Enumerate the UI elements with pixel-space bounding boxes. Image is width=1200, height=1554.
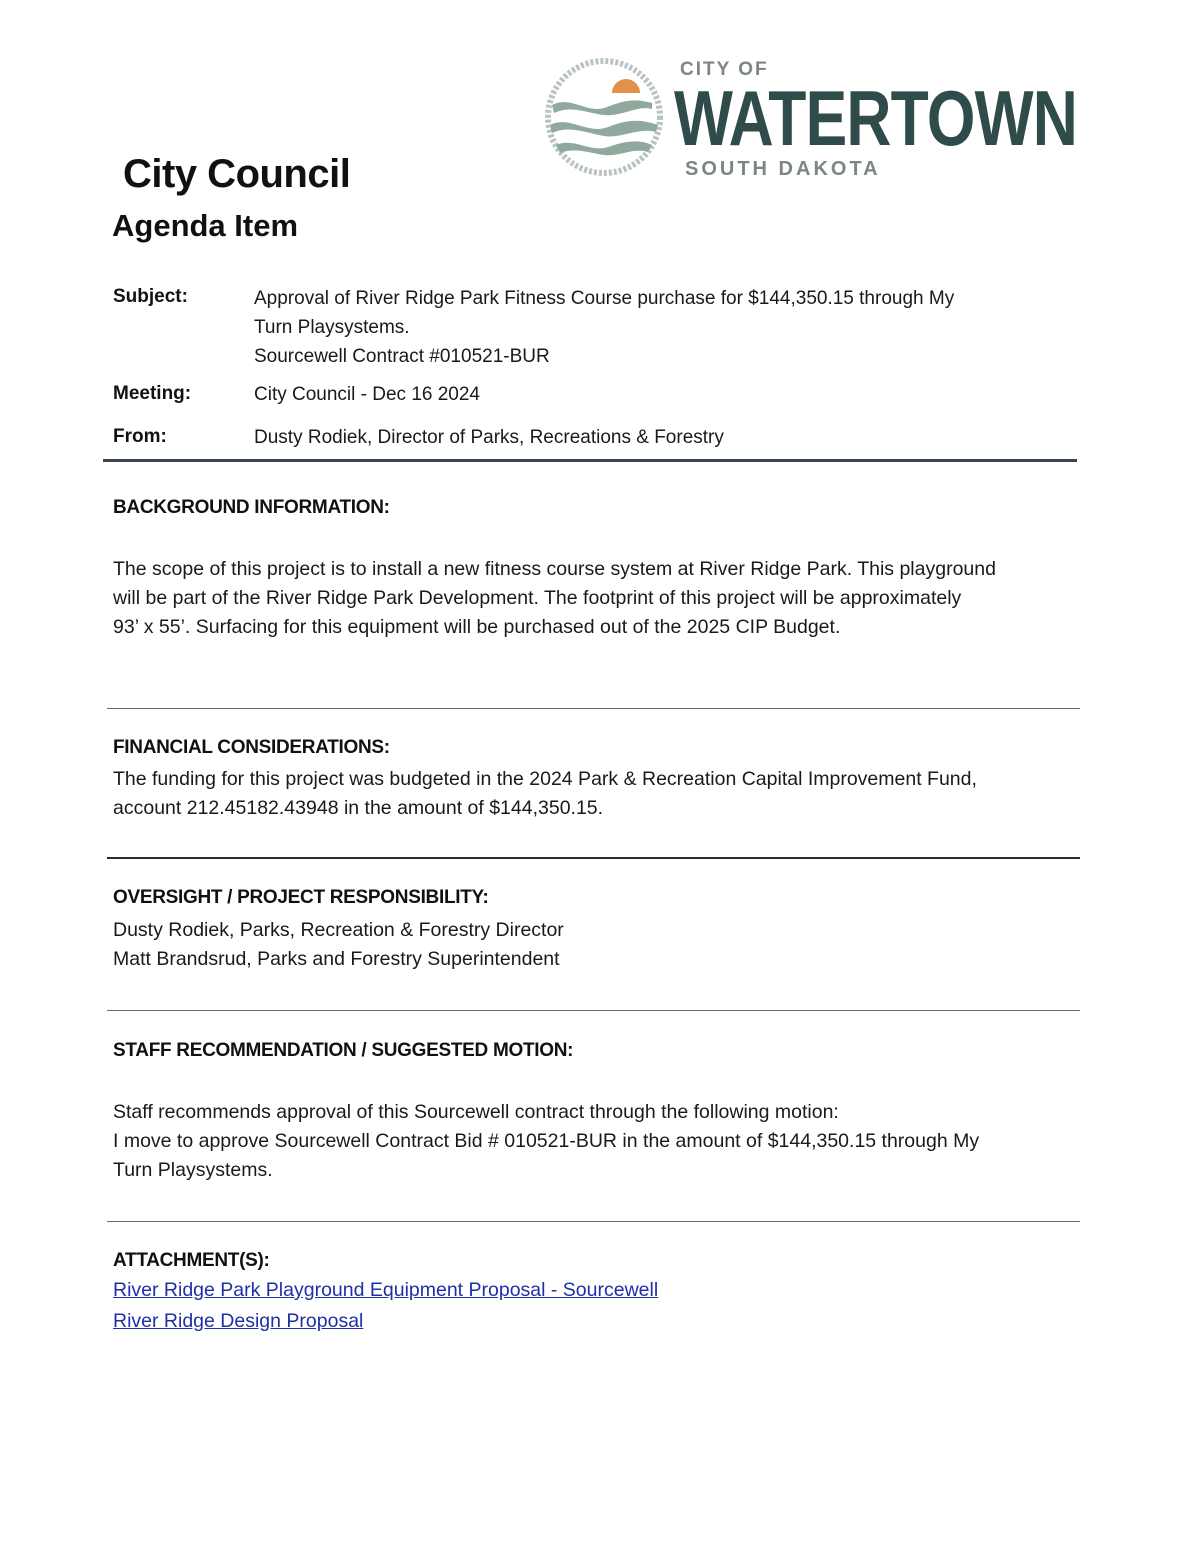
page-title: City Council <box>123 152 351 196</box>
attachments-heading: ATTACHMENT(S): <box>113 1250 270 1271</box>
section-divider <box>107 1221 1080 1222</box>
attachment-link-design-proposal[interactable]: River Ridge Design Proposal <box>113 1310 364 1332</box>
meeting-value: City Council - Dec 16 2024 <box>254 384 480 405</box>
subject-line-3: Sourcewell Contract #010521-BUR <box>254 346 550 367</box>
oversight-line: Dusty Rodiek, Parks, Recreation & Forestry Director <box>113 919 564 941</box>
recommendation-line: I move to approve Sourcewell Contract Bid # 010521-BUR in the amount of $144,350.15 through My <box>113 1130 980 1152</box>
page-subtitle: Agenda Item <box>112 208 299 243</box>
background-line: The scope of this project is to install a new fitness course system at River Ridge Park. This playground <box>113 558 996 580</box>
section-divider <box>107 1010 1080 1011</box>
oversight-text <box>113 916 1103 974</box>
section-divider <box>107 857 1080 859</box>
financial-heading: FINANCIAL CONSIDERATIONS: <box>113 737 390 758</box>
recommendation-line: Turn Playsystems. <box>113 1159 273 1181</box>
header-divider <box>103 459 1077 462</box>
subject-line-2: Turn Playsystems. <box>254 317 410 338</box>
background-heading: BACKGROUND INFORMATION: <box>113 497 390 518</box>
financial-line: account 212.45182.43948 in the amount of $144,350.15. <box>113 797 604 819</box>
subject-line-1: Approval of River Ridge Park Fitness Course purchase for $144,350.15 through My <box>254 288 955 309</box>
financial-line: The funding for this project was budgeted in the 2024 Park & Recreation Capital Improvement Fund, <box>113 768 977 790</box>
oversight-heading: OVERSIGHT / PROJECT RESPONSIBILITY: <box>113 887 489 908</box>
city-logo <box>540 55 1085 185</box>
logo-wordmark: WATERTOWN <box>674 74 1077 162</box>
attachment-link-equipment-proposal[interactable]: River Ridge Park Playground Equipment Proposal - Sourcewell <box>113 1279 659 1301</box>
from-value: Dusty Rodiek, Director of Parks, Recreations & Forestry <box>254 427 724 448</box>
section-divider <box>107 708 1080 709</box>
logo-state: SOUTH DAKOTA <box>685 158 881 180</box>
from-label: From: <box>113 426 167 447</box>
background-line: 93’ x 55’. Surfacing for this equipment will be purchased out of the 2025 CIP Budget. <box>113 616 841 638</box>
city-seal-icon <box>542 55 666 179</box>
recommendation-text <box>113 1098 1103 1185</box>
financial-text <box>113 765 1103 823</box>
recommendation-heading: STAFF RECOMMENDATION / SUGGESTED MOTION: <box>113 1040 574 1061</box>
subject-label: Subject: <box>113 286 188 307</box>
subject-value <box>254 284 1074 371</box>
background-text <box>113 555 1103 642</box>
logo-city-of: CITY OF <box>680 59 769 80</box>
meeting-label: Meeting: <box>113 383 192 404</box>
recommendation-line: Staff recommends approval of this Sourcewell contract through the following motion: <box>113 1101 839 1123</box>
background-line: will be part of the River Ridge Park Development. The footprint of this project will be approximately <box>113 587 962 609</box>
oversight-line: Matt Brandsrud, Parks and Forestry Superintendent <box>113 948 560 970</box>
